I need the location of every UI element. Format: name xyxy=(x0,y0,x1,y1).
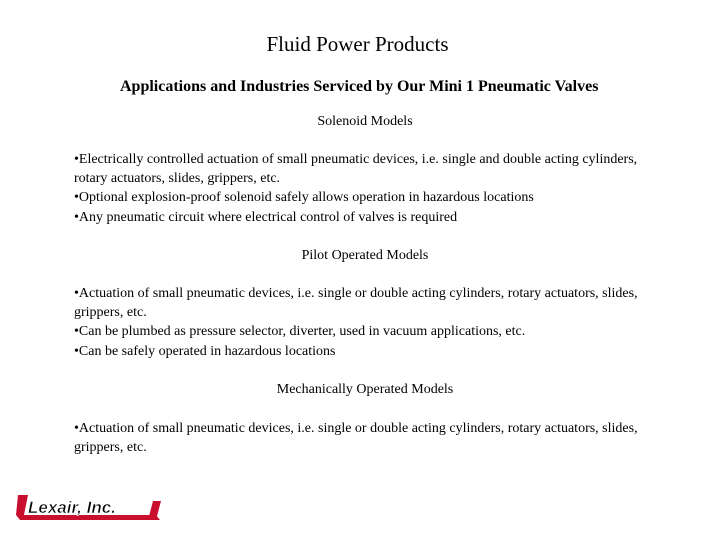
bullet-item: •Optional explosion-proof solenoid safely allows operation in hazardous locations xyxy=(74,190,534,206)
lexair-logo-text: Lexair, Inc. xyxy=(28,498,116,517)
bullet-item: •Can be safely operated in hazardous locations xyxy=(74,343,336,359)
lexair-logo-mark xyxy=(16,495,162,521)
page-title: Fluid Power Products xyxy=(266,32,449,56)
bullet-list-pilot-operated xyxy=(74,284,659,361)
section-heading-solenoid: Solenoid Models xyxy=(317,114,413,129)
bullet-list-mechanically-operated xyxy=(74,419,659,457)
bullet-item: •Actuation of small pneumatic devices, i.e. single or double acting cylinders, rotary actuators, slides, grippers, etc. xyxy=(74,421,638,456)
bullet-item: •Actuation of small pneumatic devices, i.e. single or double acting cylinders, rotary actuators, slides, grippers, etc. xyxy=(74,286,638,321)
bullet-item: •Any pneumatic circuit where electrical control of valves is required xyxy=(74,209,458,225)
section-heading-pilot-operated: Pilot Operated Models xyxy=(301,248,429,263)
bullet-item: •Electrically controlled actuation of small pneumatic devices, i.e. single and double acting cylinders, rotary actuators, slides, grippers, etc. xyxy=(74,152,638,187)
section-heading-mechanically-operated: Mechanically Operated Models xyxy=(276,382,454,397)
bullet-list-solenoid xyxy=(74,150,659,227)
page-subtitle: Applications and Industries Serviced by Our Mini 1 Pneumatic Valves xyxy=(120,78,599,95)
lexair-logo xyxy=(16,495,162,521)
bullet-item: •Can be plumbed as pressure selector, diverter, used in vacuum applications, etc. xyxy=(74,324,526,340)
